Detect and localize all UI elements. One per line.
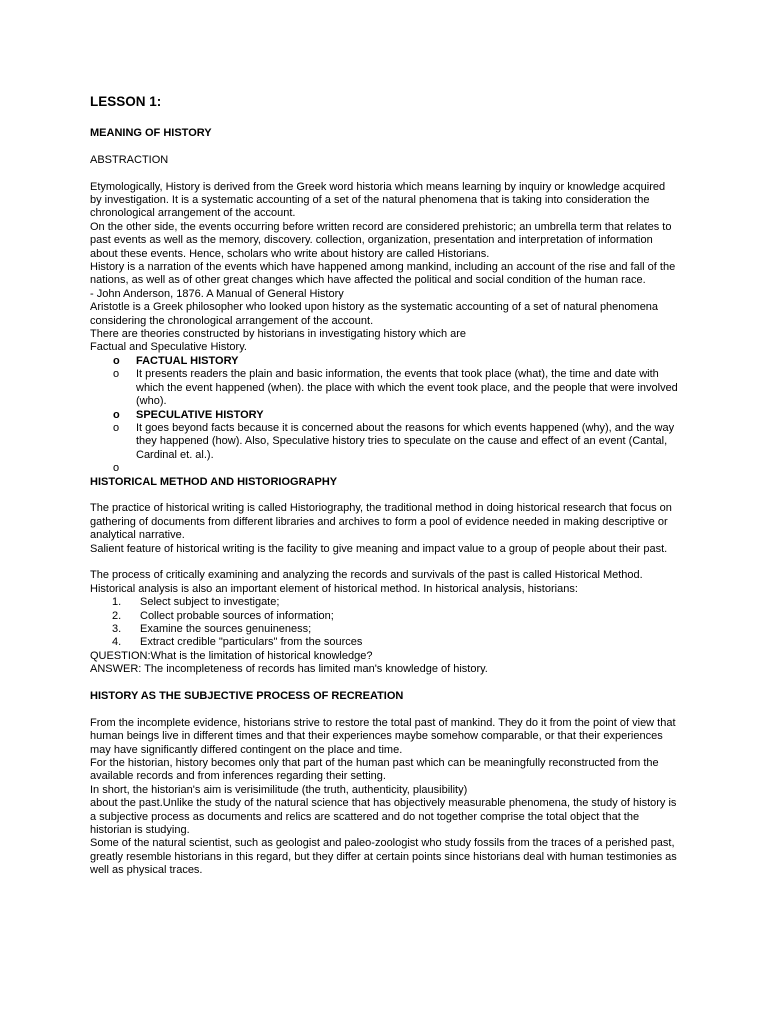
spacer [90, 556, 678, 569]
answer-text: ANSWER: The incompleteness of records has limited man's knowledge of history. [90, 663, 488, 676]
step-text: Select subject to investigate; [140, 596, 280, 609]
method-paragraph: The practice of historical writing is called Historiography, the traditional method in doing historical research that focus on gathering of documents from different libraries and archives to form a pool of evidence needed in making descriptive or analytical narrative. [90, 502, 672, 542]
method-section-a [90, 502, 678, 556]
list-item [90, 623, 678, 636]
history-types-list [90, 355, 678, 476]
list-item [90, 636, 678, 649]
step-number: 4. [112, 636, 122, 649]
method-paragraph: Salient feature of historical writing is the facility to give meaning and impact value to a group of people about their past. [90, 542, 668, 555]
spacer [90, 167, 678, 180]
intro-paragraph: Factual and Speculative History. [90, 341, 247, 354]
question-text: QUESTION:What is the limitation of historical knowledge? [90, 649, 373, 662]
recreation-heading: HISTORY AS THE SUBJECTIVE PROCESS OF RECREATION [90, 689, 404, 702]
step-number: 3. [112, 622, 122, 635]
step-number: 1. [112, 596, 122, 609]
recreation-paragraph: Some of the natural scientist, such as geologist and paleo-zoologist who study fossils from the traces of a perished past, greatly resemble historians in this regard, but they differ at certain points since historians deal with human testimonies as well as physical traces. [90, 837, 677, 877]
step-text: Examine the sources genuineness; [140, 622, 312, 635]
list-item [90, 596, 678, 609]
empty-item-text [136, 462, 139, 474]
intro-paragraph: Aristotle is a Greek philosopher who looked upon history as the systematic accounting of a set of natural phenomena considering the chronological arrangement of the account. [90, 301, 659, 327]
intro-section [90, 181, 678, 355]
speculative-history-label: SPECULATIVE HISTORY [136, 408, 264, 421]
recreation-section [90, 717, 678, 878]
intro-paragraph: Etymologically, History is derived from the Greek word historia which means learning by inquiry or knowledge acquired by investigation. It is a systematic accounting of a set of the natural phenomena that is taking into consideration the chronological arrangement of the account. [90, 180, 666, 220]
list-item [90, 462, 678, 475]
speculative-history-description: It goes beyond facts because it is concerned about the reasons for which events happened (why), and the way they happened (how). Also, Speculative history tries to speculate on the cause and effect of an event (Cantal, Cardinal et. al.). [136, 421, 675, 461]
spacer [90, 140, 678, 153]
list-item [90, 409, 678, 422]
list-item [90, 355, 678, 368]
spacer [90, 489, 678, 502]
method-paragraph: The process of critically examining and analyzing the records and survivals of the past is called Historical Method. Historical analysis is also an important element of historical method. In historical analysis, historians: [90, 569, 643, 595]
step-number: 2. [112, 609, 122, 622]
spacer [90, 703, 678, 716]
bullet: o [113, 421, 120, 434]
factual-history-label: FACTUAL HISTORY [136, 354, 239, 367]
factual-history-description: It presents readers the plain and basic information, the events that took place (what), the time and date with which the event happened (when). the place with which the event took place, and the people that were involved (who). [136, 368, 678, 408]
recreation-paragraph: For the historian, history becomes only that part of the human past which can be meaningfully reconstructed from the available records and from inferences regarding their setting. [90, 757, 659, 783]
analysis-steps-list [90, 596, 678, 650]
bullet: o [113, 408, 120, 421]
list-item [90, 368, 678, 408]
intro-paragraph: There are theories constructed by historians in investigating history which are [90, 328, 467, 341]
bullet: o [113, 462, 120, 475]
intro-paragraph: History is a narration of the events which have happened among mankind, including an account of the rise and fall of the nations, as well as of other great changes which have affected the political and social condition of the human race. [90, 261, 676, 287]
method-heading: HISTORICAL METHOD AND HISTORIOGRAPHY [90, 475, 338, 488]
intro-paragraph: On the other side, the events occurring before written record are considered prehistoric; an umbrella term that relates to past events as well as the memory, discovery. collection, organization, presentation and interpretation of information about these events. Hence, scholars who write about history are called Historians. [90, 220, 672, 260]
spacer [90, 677, 678, 690]
list-item [90, 610, 678, 623]
citation: - John Anderson, 1876. A Manual of General History [90, 287, 344, 300]
meaning-heading: MEANING OF HISTORY [90, 127, 212, 139]
method-section-b [90, 569, 678, 596]
recreation-paragraph: In short, the historian's aim is verisimilitude (the truth, authenticity, plausibility) [90, 783, 468, 796]
bullet: o [113, 354, 120, 367]
recreation-paragraph: about the past.Unlike the study of the natural science that has objectively measurable phenomena, the study of history is a subjective process as documents and relics are scattered and do not together comprise the total object that the historian is studying. [90, 797, 677, 837]
step-text: Collect probable sources of information; [140, 609, 334, 622]
list-item [90, 422, 678, 462]
recreation-paragraph: From the incomplete evidence, historians strive to restore the total past of mankind. They do it from the point of view that human beings live in different times and that their experiences maybe somehow comparable, or that their experiences may have significantly differed contingent on the place and time. [90, 716, 676, 756]
abstraction-label: ABSTRACTION [90, 153, 169, 166]
step-text: Extract credible "particulars" from the sources [140, 636, 363, 649]
bullet: o [113, 368, 120, 381]
lesson-title: LESSON 1: [90, 94, 162, 109]
